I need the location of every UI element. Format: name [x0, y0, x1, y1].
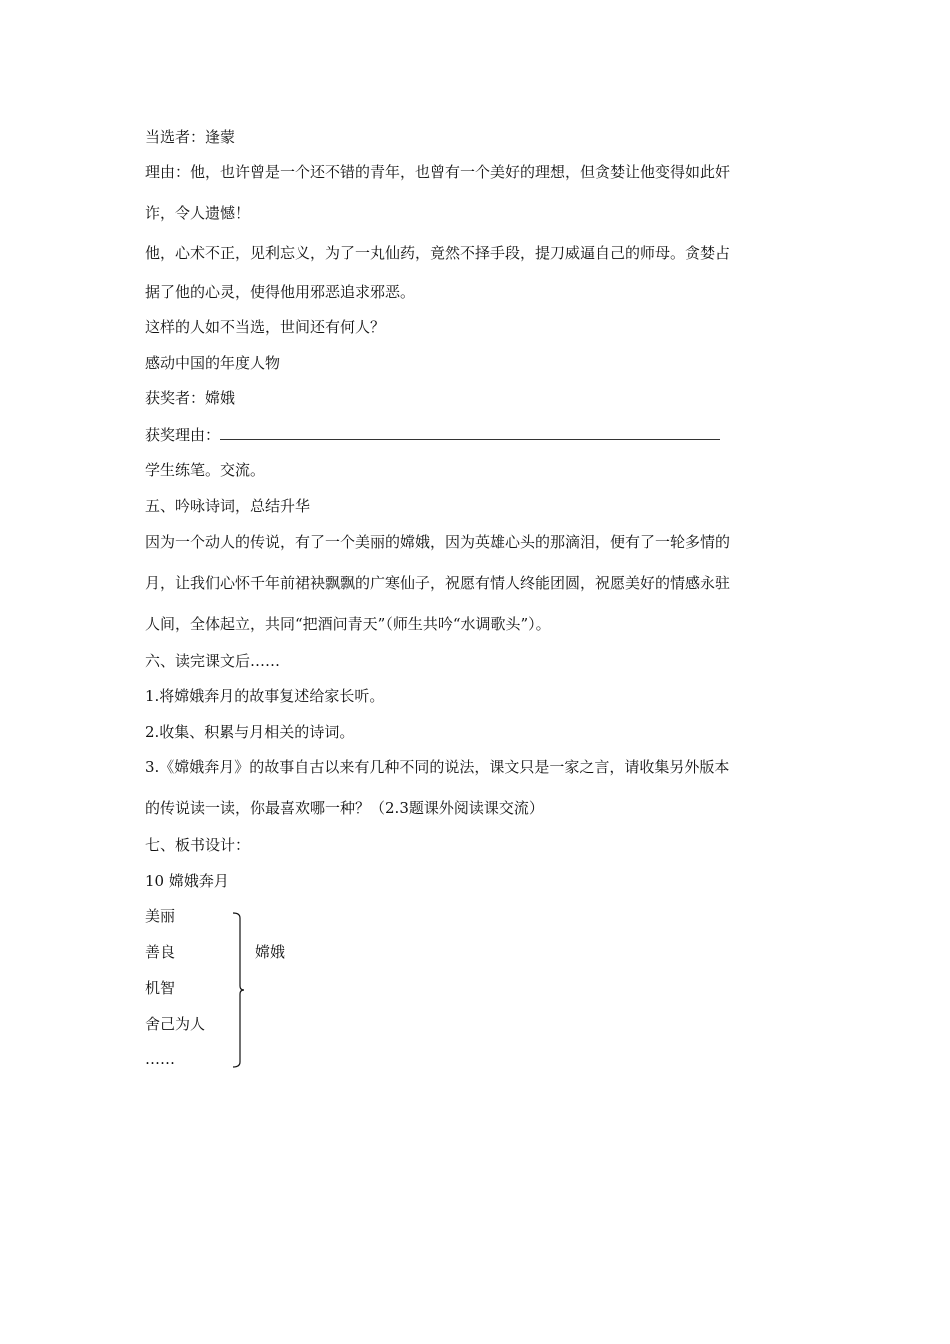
section-5-para-c: 人间，全体起立，共同“把酒问青天”（师生共吟“水调歌头”）。 [145, 615, 551, 633]
board-trait-5: …… [145, 1050, 175, 1068]
list-item-3a: 3.《嫦娥奔月》的故事自古以来有几种不同的说法，课文只是一家之言，请收集另外版本 [145, 758, 730, 776]
board-trait-1: 美丽 [145, 907, 176, 925]
board-trait-3: 机智 [145, 979, 176, 997]
board-title: 10 嫦娥奔月 [145, 872, 229, 890]
board-center-label: 嫦娥 [255, 943, 286, 961]
list-item-2: 2.收集、积累与月相关的诗词。 [145, 723, 355, 741]
practice-line: 学生练笔。交流。 [145, 461, 266, 479]
section-5-para-b: 月，让我们心怀千年前裙袂飘飘的广寒仙子，祝愿有情人终能团圆，祝愿美好的情感永驻 [145, 574, 731, 592]
winner-line: 获奖者：嫦娥 [145, 389, 236, 407]
right-brace-icon [232, 912, 244, 1068]
reason-line-1a: 理由：他，也许曾是一个还不错的青年，也曾有一个美好的理想，但贪婪让他变得如此奸 [145, 163, 731, 181]
list-item-1: 1.将嫦娥奔月的故事复述给家长听。 [145, 687, 385, 705]
board-trait-4: 舍己为人 [145, 1015, 206, 1033]
award-reason-label: 获奖理由： [145, 426, 221, 444]
board-trait-2: 善良 [145, 943, 176, 961]
award-reason-blank [220, 425, 720, 440]
reason-line-2b: 据了他的心灵，使得他用邪恶追求邪恶。 [145, 283, 416, 301]
reason-line-3: 这样的人如不当选，世间还有何人？ [145, 318, 386, 336]
award-reason-line [145, 425, 720, 445]
section-5-para-a: 因为一个动人的传说，有了一个美丽的嫦娥，因为英雄心头的那滴泪，便有了一轮多情的 [145, 533, 731, 551]
elected-line: 当选者：逢蒙 [145, 128, 236, 146]
section-7-heading: 七、板书设计： [145, 836, 251, 854]
list-item-3b: 的传说读一读，你最喜欢哪一种？（2.3题课外阅读课交流） [145, 799, 544, 817]
reason-line-2a: 他，心术不正，见利忘义，为了一丸仙药，竟然不择手段，提刀威逼自己的师母。贪婪占 [145, 244, 731, 262]
section-6-heading: 六、读完课文后…… [145, 652, 281, 670]
reason-line-1b: 诈，令人遗憾！ [145, 204, 251, 222]
award-title: 感动中国的年度人物 [145, 354, 281, 372]
section-5-heading: 五、吟咏诗词，总结升华 [145, 497, 311, 515]
